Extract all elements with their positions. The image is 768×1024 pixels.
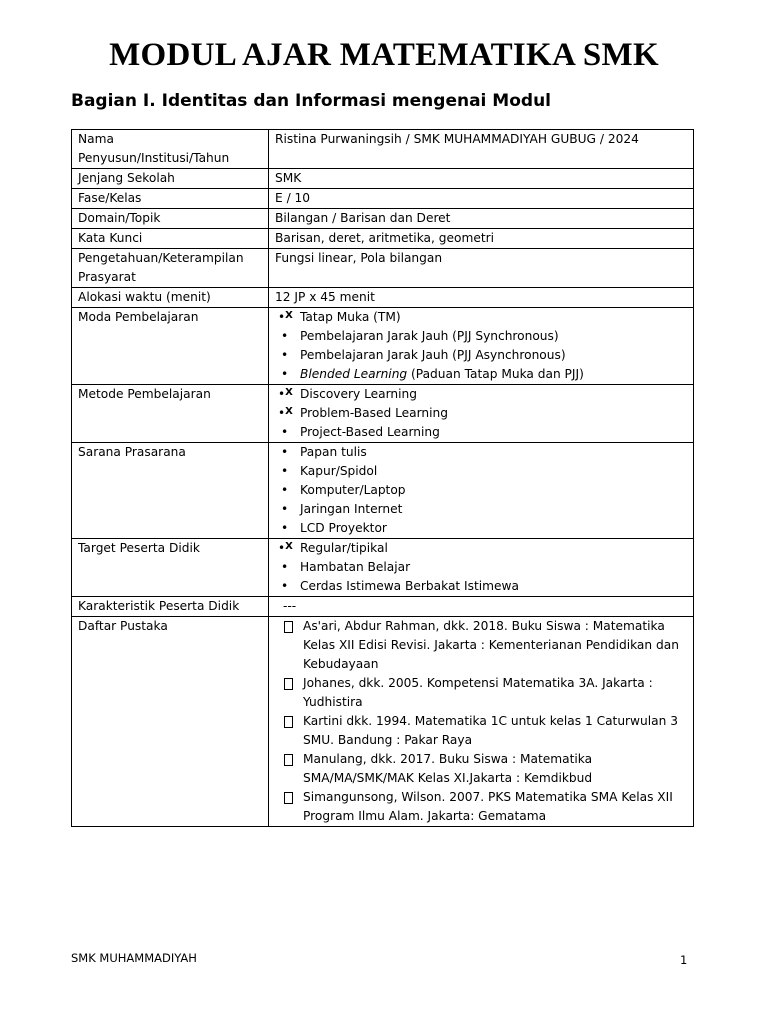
row-value [269, 385, 694, 443]
bullet-icon: • [281, 579, 289, 593]
row-value: Fungsi linear, Pola bilangan [269, 249, 694, 288]
footer-school-name: SMK MUHAMMADIYAH [71, 951, 197, 965]
list-item [275, 674, 687, 712]
list-item [275, 750, 687, 788]
page-number: 1 [680, 953, 688, 967]
checked-x-icon: •$^X$ [278, 406, 293, 420]
row-label: Moda Pembelajaran [72, 308, 269, 385]
reference-text: Johanes, dkk. 2005. Kompetensi Matematika 3A. Jakarta : Yudhistira [303, 676, 653, 709]
bullet-icon: • [281, 521, 289, 535]
item-label: Papan tulis [300, 445, 367, 459]
option-label: Discovery Learning [300, 387, 417, 401]
row-label: Sarana Prasarana [72, 443, 269, 539]
row-label: Fase/Kelas [72, 189, 269, 209]
row-value: E / 10 [269, 189, 694, 209]
option-label-emphasis: Blended Learning [300, 367, 408, 381]
bullet-icon: • [281, 425, 289, 439]
option-label: Project-Based Learning [300, 425, 440, 439]
row-label: Nama Penyusun/Institusi/Tahun [72, 130, 269, 169]
list-item [275, 327, 687, 346]
list-item [275, 712, 687, 750]
reference-text: Kartini dkk. 1994. Matematika 1C untuk kelas 1 Caturwulan 3 SMU. Bandung : Pakar Raya [303, 714, 678, 747]
module-identity-table [71, 129, 694, 827]
option-label: Pembelajaran Jarak Jauh (PJJ Synchronous) [300, 329, 559, 343]
reference-text: As'ari, Abdur Rahman, dkk. 2018. Buku Siswa : Matematika Kelas XII Edisi Revisi. Jakarta : Kementerianan Pendidikan dan Kebudayaan [303, 619, 679, 671]
option-label: Cerdas Istimewa Berbakat Istimewa [300, 579, 519, 593]
row-label: Domain/Topik [72, 209, 269, 229]
row-label: Metode Pembelajaran [72, 385, 269, 443]
box-icon [284, 792, 293, 804]
row-label: Pengetahuan/Keterampilan Prasyarat [72, 249, 269, 288]
list-item [275, 558, 687, 577]
box-icon [284, 754, 293, 766]
list-item [275, 519, 687, 538]
option-label: (Paduan Tatap Muka dan PJJ) [407, 367, 584, 381]
checked-x-icon: •$^X$ [278, 387, 293, 401]
list-item [275, 462, 687, 481]
table-row [72, 189, 694, 209]
moda-options [275, 308, 687, 384]
box-icon [284, 678, 293, 690]
row-label: Target Peserta Didik [72, 539, 269, 597]
option-label: Hambatan Belajar [300, 560, 411, 574]
bullet-icon: • [281, 445, 289, 459]
sarana-items [275, 443, 687, 538]
row-value: Barisan, deret, aritmetika, geometri [269, 229, 694, 249]
row-value [269, 308, 694, 385]
item-label: Jaringan Internet [300, 502, 403, 516]
list-item [275, 577, 687, 596]
option-label: Problem-Based Learning [300, 406, 448, 420]
table-row [72, 169, 694, 189]
list-item [275, 443, 687, 462]
table-row [72, 539, 694, 597]
list-item [275, 346, 687, 365]
item-label: Komputer/Laptop [300, 483, 406, 497]
table-row [72, 308, 694, 385]
row-label: Alokasi waktu (menit) [72, 288, 269, 308]
list-item [275, 500, 687, 519]
option-label: Pembelajaran Jarak Jauh (PJJ Asynchronous) [300, 348, 566, 362]
list-item [275, 617, 687, 674]
row-value: 12 JP x 45 menit [269, 288, 694, 308]
section-heading: Bagian I. Identitas dan Informasi mengenai Modul [71, 91, 551, 111]
metode-options [275, 385, 687, 442]
reference-list [275, 617, 687, 826]
bullet-icon: • [281, 560, 289, 574]
row-label: Daftar Pustaka [72, 617, 269, 827]
row-value: Bilangan / Barisan dan Deret [269, 209, 694, 229]
option-label: Tatap Muka (TM) [300, 310, 401, 324]
row-label: Jenjang Sekolah [72, 169, 269, 189]
table-row [72, 229, 694, 249]
item-label: LCD Proyektor [300, 521, 387, 535]
box-icon [284, 716, 293, 728]
list-item [275, 365, 687, 384]
bullet-icon: • [281, 329, 289, 343]
table-row [72, 130, 694, 169]
row-value: --- [269, 597, 694, 617]
bullet-icon: • [281, 348, 289, 362]
table-row [72, 288, 694, 308]
list-item [275, 423, 687, 442]
table-row [72, 443, 694, 539]
item-label: Kapur/Spidol [300, 464, 378, 478]
bullet-icon: • [281, 367, 289, 381]
list-item [275, 404, 687, 423]
list-item [275, 308, 687, 327]
bullet-icon: • [281, 502, 289, 516]
row-label: Kata Kunci [72, 229, 269, 249]
row-value [269, 443, 694, 539]
list-item [275, 788, 687, 826]
table-row [72, 617, 694, 827]
table-row [72, 597, 694, 617]
row-value: Ristina Purwaningsih / SMK MUHAMMADIYAH GUBUG / 2024 [269, 130, 694, 169]
checked-x-icon: •$^X$ [278, 310, 293, 324]
bullet-icon: • [281, 483, 289, 497]
document-title: MODUL AJAR MATEMATIKA SMK [109, 37, 659, 73]
row-value [269, 617, 694, 827]
row-label: Karakteristik Peserta Didik [72, 597, 269, 617]
reference-text: Manulang, dkk. 2017. Buku Siswa : Matematika SMA/MA/SMK/MAK Kelas XI.Jakarta : Kemdikbud [303, 752, 593, 785]
table-row [72, 385, 694, 443]
row-value: SMK [269, 169, 694, 189]
option-label: Regular/tipikal [300, 541, 388, 555]
list-item [275, 539, 687, 558]
list-item [275, 385, 687, 404]
list-item [275, 481, 687, 500]
box-icon [284, 621, 293, 633]
checked-x-icon: •$^X$ [278, 541, 293, 555]
target-options [275, 539, 687, 596]
table-row [72, 249, 694, 288]
table-row [72, 209, 694, 229]
row-value [269, 539, 694, 597]
reference-text: Simangunsong, Wilson. 2007. PKS Matematika SMA Kelas XII Program Ilmu Alam. Jakarta: Gematama [303, 790, 673, 823]
bullet-icon: • [281, 464, 289, 478]
